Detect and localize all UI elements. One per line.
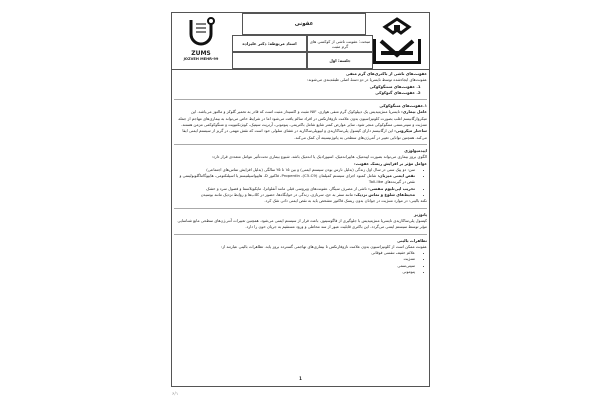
stethoscope-book-icon [186,16,216,46]
paragraph: نایسریا مننژیتیدیس یک دیپلوکوک گرم منفی هوازی، NIF مثبت و اکسیداز مثبت است که قادر به تخمیر گلوکز و مالتوز می‌باشد. این میکروارگانیسم اغلب بصورت کلونیزاسیون بدون علامت نازوفارنکس در افراد سالم یافت می‌شود اما در شرایط خاص می‌تواند به بیماری‌های مهاجم از جمله مننژیت و سپتی‌سمی مننگوکوکی منجر شود. سایر عوارض کمتر شایع شامل باکتریمی، پنومونی، آرتریت سپتیک، کونژنکتیویت و مننگوکوکمی مزمن هستند. [178,109,427,128]
document-body [174,71,427,275]
section-meningococcal [174,99,427,141]
list-item: • سپتی‌سمی [174,263,415,269]
header-table [172,13,429,70]
list-item: • نقص ایمنی میزبان: شامل کمبود اجزای سیستم کمپلمان (C5-C9)، Properdin، فاکتور D، هایپواسپلنیسم یا اسپلنکتومی، هایپوگاماگلوبولینمی و نقص در گیرنده‌های Toll-like [174,173,415,186]
course-title: عفونی [242,13,366,35]
section-heading: ۱.عفونت‌های مننگوکوکی [379,103,427,109]
list-item: • مننژیت [174,256,415,262]
list-item: 2. عفونت‌های گنوکوکی [174,90,415,96]
paragraph: الگوی بروز بیماری می‌تواند بصورت اپیدمیک، هایپراندمیک، اسپورادیک یا اندمیک باشد. شیوع بیماری تحت‌تأثیر عوامل متعددی قرار دارد: [211,154,427,160]
page-number: 1 [299,376,302,381]
subheading: عوامل مؤثر بر افزایش ریسک عفونت: [354,160,427,166]
paragraph: این ارگانیسم دارای کپسول پلی‌ساکاریدی و لیپوپلی‌ساکارید در غشای سلولی خود است که نقش مهمی در گریز از سیستم ایمنی ایفا می‌کند. همچنین توانایی تغییر در آنتی‌ژن‌های سطحی به پاتوژنیسیته آن کمک می‌کند. [182,128,427,140]
university-logo-icon [367,17,427,65]
list-item: 1. عفونت‌های منننگوکوکی [174,84,415,90]
paragraph: عفونت ممکن است از کلونیزاسیون بدون علامت نازوفارنکس تا بیماری‌های تهاجمی گسترده بروز یابد. تظاهرات بالینی عبارتند از: [220,243,427,249]
intro-text: عفونت‌های ایجادشده توسط نایسریا در دو دستهٔ اصلی طبقه‌بندی می‌شوند: [307,77,427,83]
zums-logo [176,16,226,66]
intro-heading: عفونت‌های ناشی از باکتری‌های گرم منفی [346,71,427,76]
section-heading: پاتوژنز [414,211,427,217]
document-page [171,12,430,387]
section-epidemiology [174,144,427,205]
page-counter: ۶/۱ [172,392,179,397]
list-item: • پنومونی [174,269,415,275]
section-clinical [174,234,427,276]
list-item: • محیط‌های شلوغ و تماس نزدیک: مانند سفر به حج، سربازی، زندگی در خوابگاه‌ها، حضور در کلاب‌ها و روابط نزدیک مانند بوسیدن [174,192,415,198]
list-item: • تخریب اپی‌تلیوم تنفسی: ناشی از مصرف سیگار، عفونت‌های ویروسی قبلی مانند آنفلوانزا، مایکوپلاسما و فصول سرد و خشک [174,186,415,192]
label: ساختار میکروبی: [394,128,427,134]
list-item: • سن: دو پیک سنی در سال اول زندگی (بدلیل نارس بودن سیستم ایمنی) و بین ۱۵ تا ۲۵ سالگی (بدلیل افزایش تماس‌های اجتماعی) [174,167,415,173]
list-item: • علائم خفیف تنفسی فوقانی [174,250,415,256]
logo-subtext: JOZVEH MEHR-99 [183,57,219,61]
label: عامل بیماری: [401,109,427,115]
session-cell: جلسه: اول [307,52,373,69]
section-heading: تظاهرات بالینی [397,237,427,243]
empty-cell [232,52,307,69]
logo-text: ZUMS [191,50,211,57]
clinical-note: نکته بالینی: در موارد مننژیت در جوانان بدون ریسک فاکتور مشخص باید به نقص ایمنی ذاتی شک کرد. [264,198,427,204]
section-pathogenesis [174,208,427,231]
instructor-cell: استاد مربوطه: دکتر علیزاده [232,35,307,52]
subject-cell: مبحث: عفونت ناشی از کوکسی های گرم مثبت [307,35,373,52]
paragraph: کپسول پلی‌ساکاریدی نایسریا مننژیتیدیس با جلوگیری از فاگوسیتوز، باعث فرار از سیستم ایمنی می‌شود. همچنین تغییرات آنتی‌ژن‌های سطحی مانع شناسایی مؤثر توسط سیستم ایمنی می‌گردد. این باکتری قابلیت عبور از سد مخاطی و ورود مستقیم به جریان خون را دارد. [177,217,427,230]
section-heading: اپیدمیولوژی [404,147,427,153]
